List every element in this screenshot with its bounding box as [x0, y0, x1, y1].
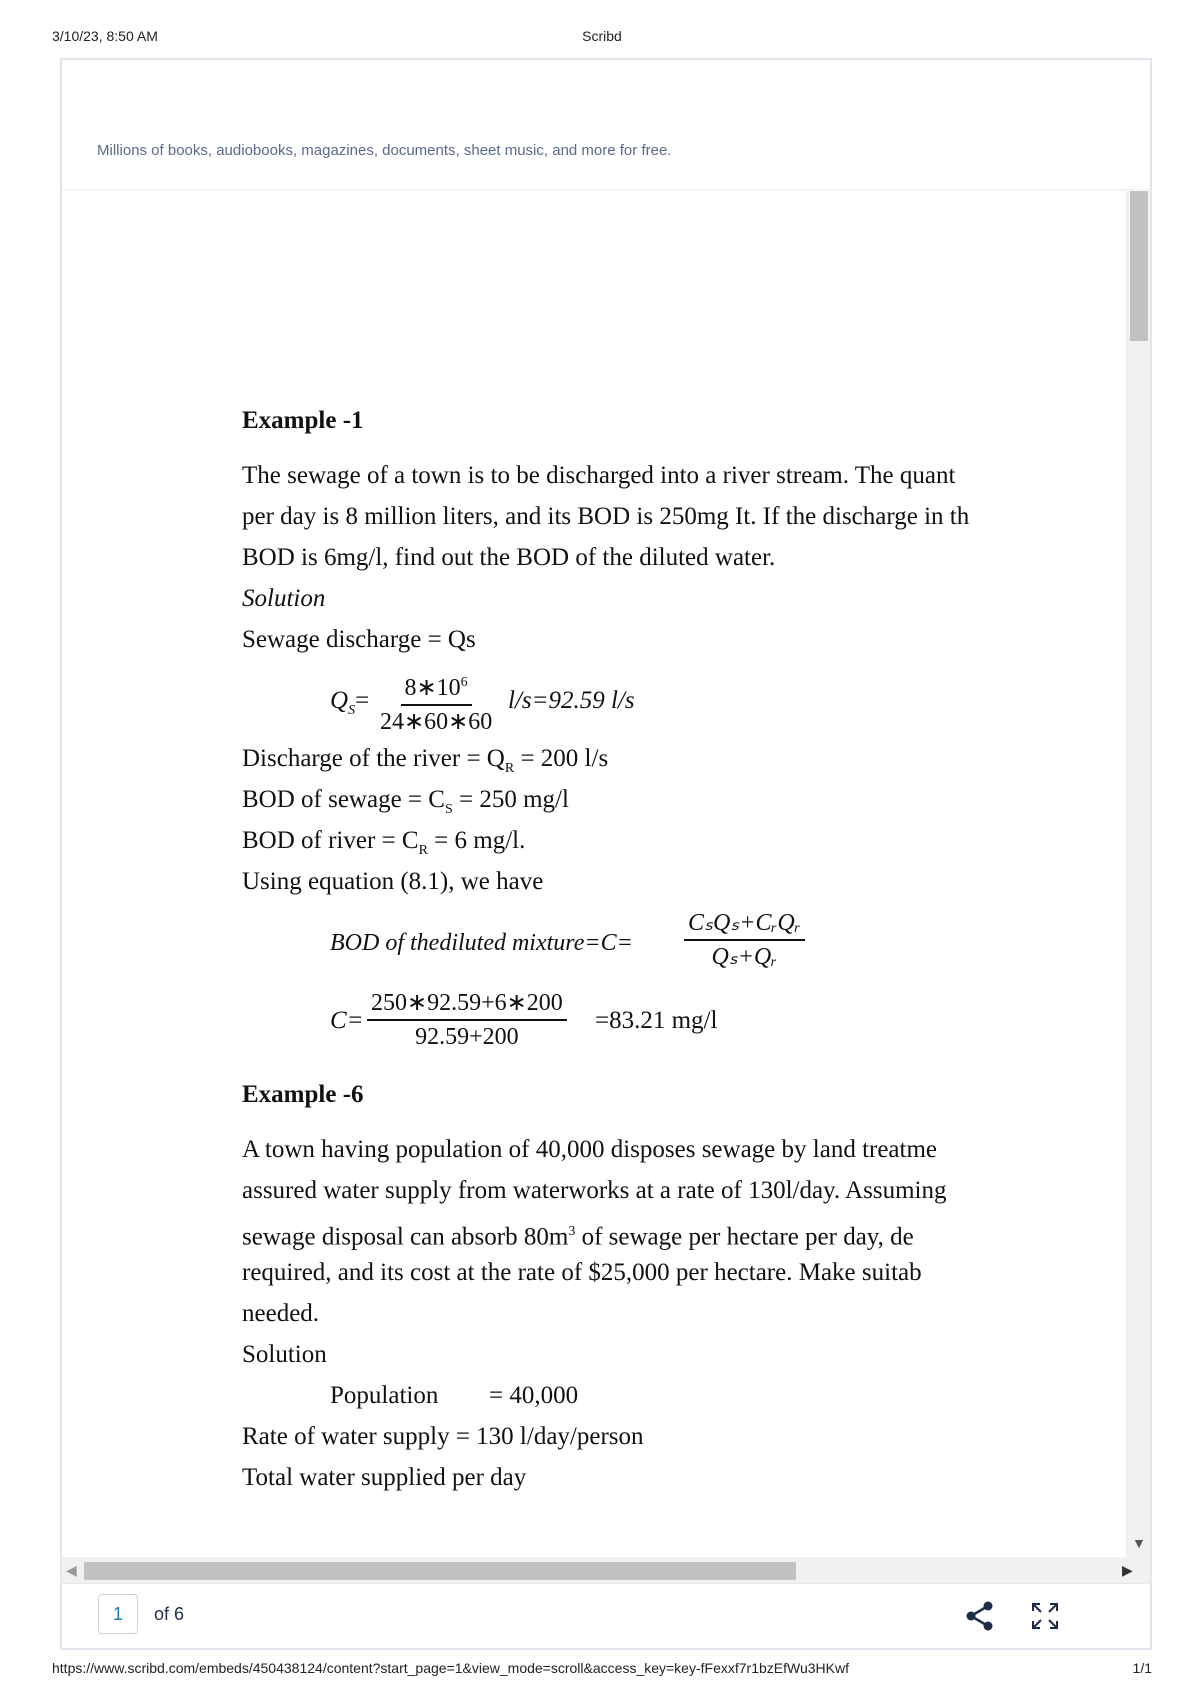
print-header	[52, 28, 1152, 48]
example1-line2: per day is 8 million liters, and its BOD is 250mg It. If the discharge in th	[242, 503, 970, 530]
c-result: =83.21 mg/l	[595, 1007, 718, 1034]
viewer-toolbar	[62, 1583, 1150, 1648]
sewage-discharge-line: Sewage discharge = Qs	[242, 626, 476, 653]
vertical-scroll-thumb[interactable]	[1130, 191, 1148, 341]
c-fraction	[367, 989, 567, 1051]
qs-numerator: $8∗10^6$	[401, 669, 472, 706]
example1-heading: Example -1	[242, 407, 364, 434]
qs-result: l/s=92.59 l/s	[508, 687, 635, 714]
bod-river-line: BOD of river = $C_R = 6$ mg/l.	[242, 827, 526, 858]
bod-sewage-line: BOD of sewage = $C_S = 250$ mg/l	[242, 786, 569, 817]
mixture-numerator: CₛQₛ+CᵣQᵣ	[684, 909, 805, 941]
print-title: Scribd	[582, 28, 622, 44]
mixture-denominator: Qₛ+Qᵣ	[711, 944, 778, 970]
example1-line3: BOD is 6mg/l, find out the BOD of the diluted water.	[242, 544, 776, 571]
print-footer	[52, 1660, 1152, 1680]
qs-fraction	[380, 669, 492, 736]
population-label: Population	[330, 1382, 439, 1409]
document-viewport[interactable]	[62, 191, 1126, 1557]
page-total: of 6	[154, 1604, 185, 1624]
horizontal-scrollbar[interactable]	[62, 1557, 1150, 1583]
scroll-right-arrow-icon[interactable]: ▶	[1122, 1562, 1133, 1578]
horizontal-scroll-thumb[interactable]	[84, 1562, 796, 1580]
print-date: 3/10/23, 8:50 AM	[52, 28, 158, 44]
example1-solution: Solution	[242, 585, 326, 612]
example6-line4: required, and its cost at the rate of $25,000 per hectare. Make suitab	[242, 1259, 922, 1286]
example6-line3: sewage disposal can absorb $80m^3$ of sewage per hectare per day, de	[242, 1223, 914, 1251]
qs-denominator: 24∗60∗60	[380, 709, 493, 735]
total-water-line: Total water supplied per day	[242, 1464, 527, 1491]
scribd-embed-frame	[60, 58, 1152, 1650]
c-lhs: C=	[330, 1007, 364, 1034]
using-equation-line: Using equation (8.1), we have	[242, 868, 544, 895]
fullscreen-button[interactable]	[1027, 1598, 1063, 1634]
river-discharge-line: Discharge of the river = $Q_R = 200$ l/s	[242, 745, 609, 776]
document-page	[62, 191, 1126, 1557]
c-denominator: 92.59+200	[415, 1024, 519, 1050]
example6-solution: Solution	[242, 1341, 327, 1368]
fullscreen-icon	[1027, 1598, 1063, 1634]
scroll-left-arrow-icon[interactable]: ◀	[66, 1562, 77, 1578]
example6-line2: assured water supply from waterworks at a rate of 130l/day. Assuming	[242, 1177, 947, 1204]
c-numerator: 250∗92.59+6∗200	[367, 989, 567, 1021]
vertical-scrollbar[interactable]	[1126, 191, 1150, 1557]
scroll-down-arrow-icon[interactable]: ▼	[1132, 1535, 1146, 1551]
example6-line1: A town having population of 40,000 disposes sewage by land treatme	[242, 1136, 938, 1163]
share-button[interactable]	[962, 1598, 998, 1634]
page-number-input[interactable]: 1	[98, 1594, 138, 1634]
mixture-lhs: BOD of thediluted mixture=C=	[330, 930, 633, 956]
population-value: = 40,000	[489, 1382, 579, 1409]
print-url: https://www.scribd.com/embeds/450438124/content?start_page=1&view_mode=scroll&access_key=key-fFexxf7r1bzEfWu3HKwf	[52, 1660, 849, 1676]
example6-heading: Example -6	[242, 1081, 364, 1108]
qs-lhs: $Q_S=$	[330, 687, 370, 718]
example1-line1: The sewage of a town is to be discharged into a river stream. The quant	[242, 462, 956, 489]
mixture-fraction	[684, 909, 805, 971]
print-page-count: 1/1	[1132, 1660, 1152, 1676]
promo-banner	[62, 60, 1150, 190]
water-supply-rate-line: Rate of water supply = 130 l/day/person	[242, 1423, 644, 1450]
share-icon	[962, 1598, 998, 1634]
promo-text: Millions of books, audiobooks, magazines, documents, sheet music, and more for free.	[97, 142, 672, 159]
example6-line5: needed.	[242, 1300, 320, 1327]
